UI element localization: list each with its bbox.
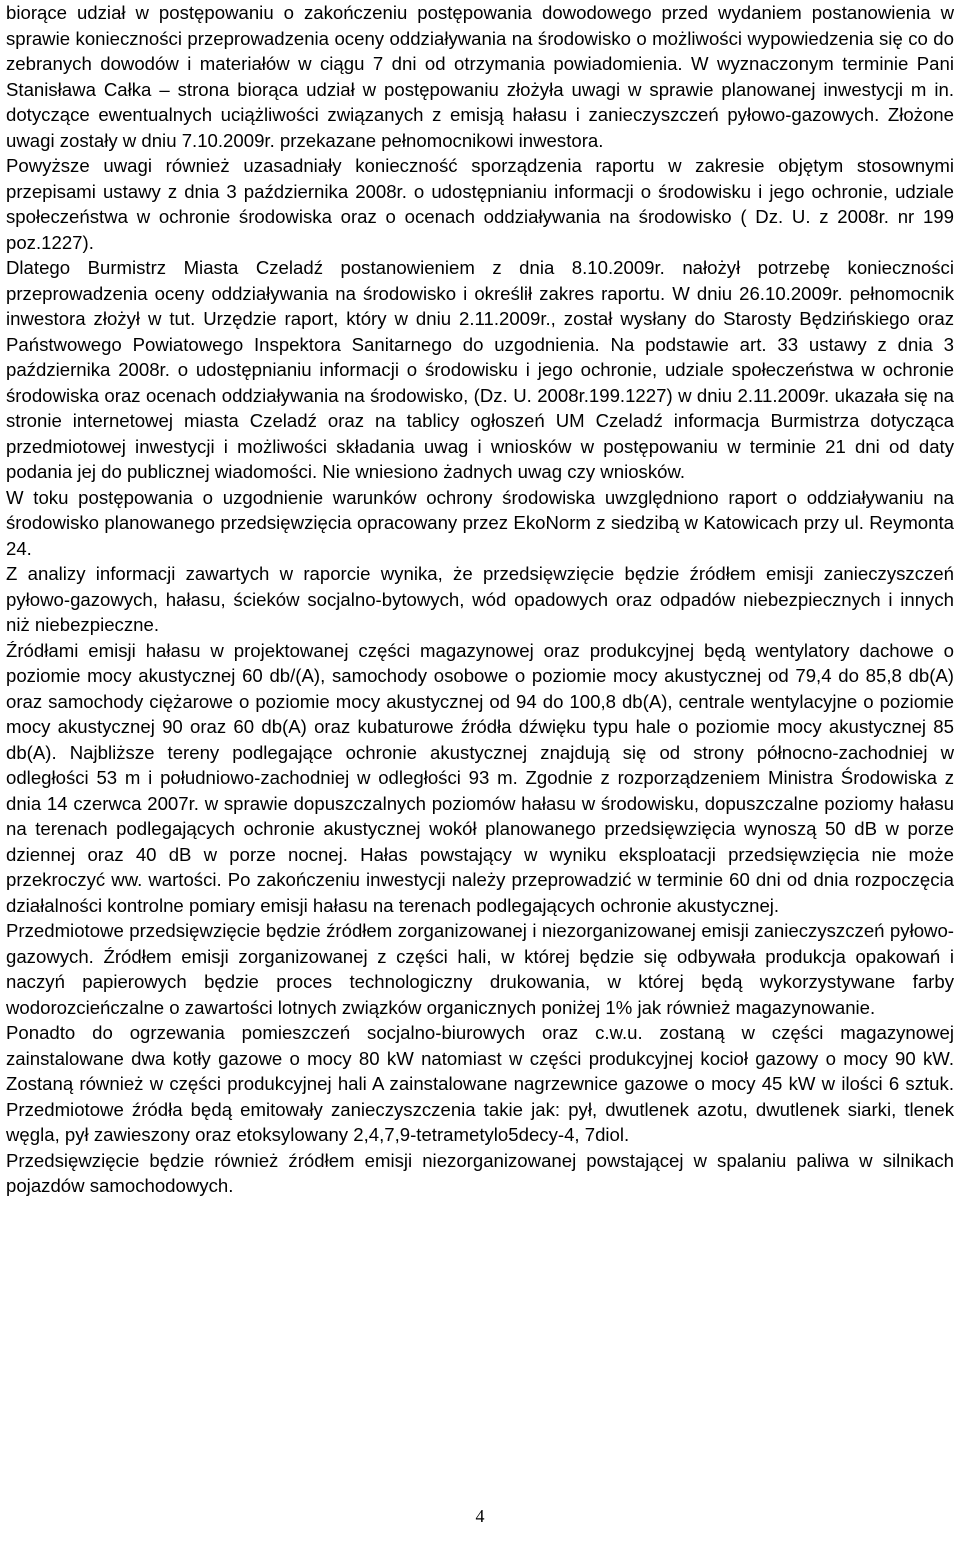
- paragraph-4: W toku postępowania o uzgodnienie warunków ochrony środowiska uwzględniono raport o oddziaływaniu na środowisko planowanego przedsięwzięcia opracowany przez EkoNorm z siedzibą w Katowicach przy ul. Reymonta 24.: [6, 486, 954, 559]
- paragraph-7: Przedmiotowe przedsięwzięcie będzie źródłem zorganizowanej i niezorganizowanej emisji zanieczyszczeń pyłowo-gazowych. Źródłem emisji zorganizowanej z części hali, w której będzie się odbywała produkcja opakowań i naczyń papierowych będzie proces technologiczny drukowania, w której będą wykorzystywane farby wodorozcieńczalne o zawartości lotnych związków organicznych poniżej 1% jak również magazynowanie.: [6, 920, 954, 1018]
- paragraph-9: Przedsięwzięcie będzie również źródłem emisji niezorganizowanej powstającej w spalaniu paliwa w silnikach pojazdów samochodowych.: [6, 1149, 954, 1196]
- paragraph-2: Powyższe uwagi również uzasadniały konieczność sporządzenia raportu w zakresie objętym stosownymi przepisami ustawy z dnia 3 października 2008r. o udostępnianiu informacji o środowisku i jego ochronie, udziale społeczeństwa w ochronie środowiska oraz o ocenach oddziaływania na środowisko ( Dz. U. z 2008r. nr 199 poz.1227).: [6, 155, 954, 253]
- paragraph-5: Z analizy informacji zawartych w raporcie wynika, że przedsięwzięcie będzie źródłem emisji zanieczyszczeń pyłowo-gazowych, hałasu, ścieków socjalno-bytowych, wód opadowych oraz odpadów niebezpiecznych i innych niż niebezpieczne.: [6, 563, 954, 635]
- paragraph-3: Dlatego Burmistrz Miasta Czeladź postanowieniem z dnia 8.10.2009r. nałożył potrzebę konieczności przeprowadzenia oceny oddziaływania na środowisko i określił zakres raportu. W dniu 26.10.2009r. pełnomocnik inwestora złożył w tut. Urzędzie raport, który w dniu 2.11.2009r., został wysłany do Starosty Będzińskiego oraz Państwowego Powiatowego Inspektora Sanitarnego do uzgodnienia. Na podstawie art. 33 ustawy z dnia 3 października 2008r. o udostępnianiu informacji o środowisku i jego ochronie, udziale społeczeństwa w ochronie środowiska oraz ocenach oddziaływania na środowisko, (Dz. U. 2008r.199.1227) w dniu 2.11.2009r. ukazała się na stronie internetowej miasta Czeladź oraz na tablicy ogłoszeń UM Czeladź informacja Burmistrza dotycząca przedmiotowej inwestycji i możliwości składania uwag i wniosków w postępowaniu w terminie 21 dni od daty podania jej do publicznej wiadomości. Nie wniesiono żadnych uwag czy wniosków.: [6, 257, 954, 482]
- paragraph-1: biorące udział w postępowaniu o zakończeniu postępowania dowodowego przed wydaniem postanowienia w sprawie konieczności przeprowadzenia oceny oddziaływania na środowisko o możliwości wypowiedzenia się co do zebranych dowodów i materiałów w ciągu 7 dni od otrzymania powiadomienia. W wyznaczonym terminie Pani Stanisława Całka – strona biorąca udział w postępowaniu złożyła uwagi w sprawie planowanej inwestycji m in. dotyczące ewentualnych uciążliwości związanych z emisją hałasu i zanieczyszczeń pyłowo-gazowych. Złożone uwagi zostały w dniu 7.10.2009r. przekazane pełnomocnikowi inwestora.: [6, 2, 954, 151]
- document-page: [6, 0, 954, 1199]
- paragraph-8: Ponadto do ogrzewania pomieszczeń socjalno-biurowych oraz c.w.u. zostaną w części magazynowej zainstalowane dwa kotły gazowe o mocy 80 kW natomiast w części produkcyjnej kocioł gazowy o mocy 90 kW. Zostaną również w części produkcyjnej hali A zainstalowane nagrzewnice gazowe o mocy 45 kW w ilości 6 sztuk. Przedmiotowe źródła będą emitowały zanieczyszczenia takie jak: pył, dwutlenek azotu, dwutlenek siarki, tlenek węgla, pył zawieszony oraz etoksylowany 2,4,7,9-tetrametylo5decy-4, 7diol.: [6, 1022, 954, 1145]
- page-number: 4: [475, 1506, 485, 1526]
- paragraph-6: Źródłami emisji hałasu w projektowanej części magazynowej oraz produkcyjnej będą wentylatory dachowe o poziomie mocy akustycznej 60 db/(A), samochody osobowe o poziomie mocy akustycznej od 79,4 do 85,8 db(A) oraz samochody ciężarowe o poziomie mocy akustycznej od 94 do 100,8 db(A), centrale wentylacyjne o poziomie mocy akustycznej 90 oraz 60 db(A) oraz kubaturowe źródła dźwięku typu hale o poziomie mocy akustycznej 85 db(A). Najbliższe tereny podlegające ochronie akustycznej znajdują się od strony północno-zachodniej w odległości 53 m i południowo-zachodniej w odległości 93 m. Zgodnie z rozporządzeniem Ministra Środowiska z dnia 14 czerwca 2007r. w sprawie dopuszczalnych poziomów hałasu w środowisku, dopuszczalne poziomy hałasu na terenach podlegających ochronie akustycznej wokół planowanego przedsięwzięcia wynoszą 50 dB w porze dziennej oraz 40 dB w porze nocnej. Hałas powstający w wyniku eksploatacji przedsięwzięcia nie może przekroczyć ww. wartości. Po zakończeniu inwestycji należy przeprowadzić w terminie 60 dni od dnia rozpoczęcia działalności kontrolne pomiary emisji hałasu na terenach podlegających ochronie akustycznej.: [6, 639, 954, 916]
